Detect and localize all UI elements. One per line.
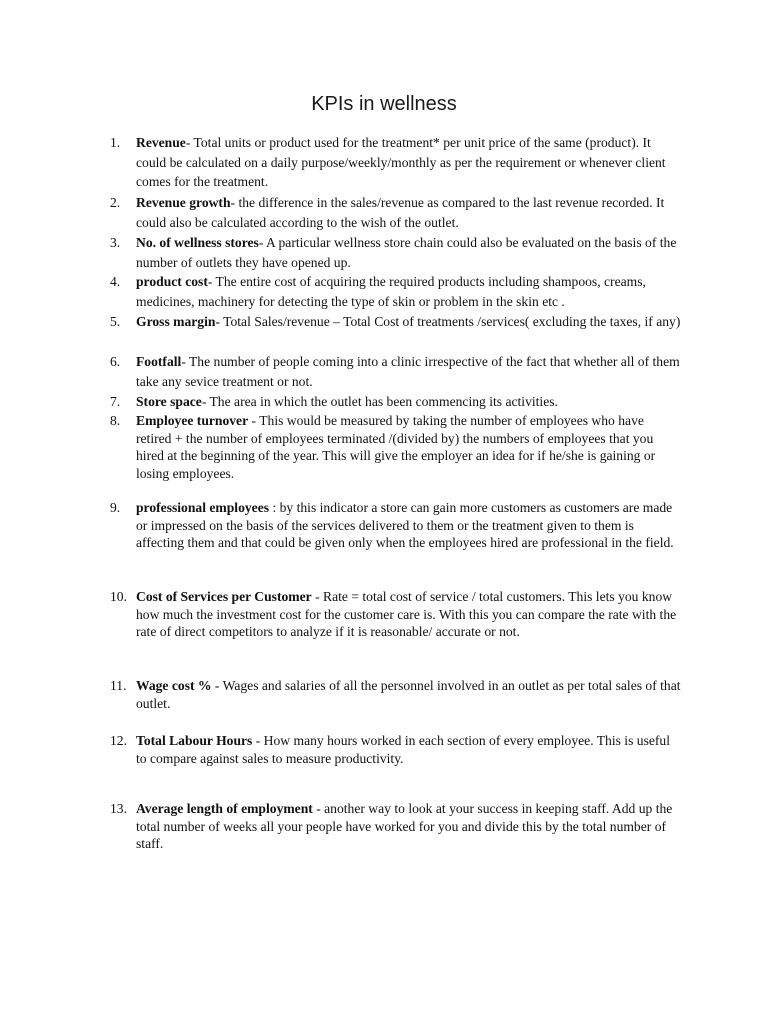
item-term: Store space (136, 394, 202, 409)
item-number: 6. (110, 354, 121, 369)
item-description: - Total units or product used for the treatment* per unit price of the same (product). It could be calculated on a daily purpose/weekly/monthly as per the requirement or whenever client comes for the treatment. (136, 135, 666, 190)
item-text (136, 133, 681, 192)
item-description: - This would be measured by taking the number of employees who have retired + the number of employees terminated /(divided by) the numbers of employees that you hired at the beginning of the year. This will give the employer an idea for if he/she is gaining or losing employees. (136, 413, 656, 481)
item-term: Cost of Services per Customer (136, 589, 312, 604)
item-term: Revenue growth (136, 195, 231, 210)
item-term: Footfall (136, 354, 182, 369)
item-number: 5. (110, 314, 121, 329)
item-text (136, 312, 681, 332)
item-number: 1. (110, 135, 121, 150)
item-term: professional employees (136, 500, 270, 515)
item-number: 9. (110, 500, 121, 515)
item-term: Employee turnover (136, 413, 249, 428)
item-text (136, 677, 681, 712)
item-term: Total Labour Hours (136, 733, 253, 748)
item-description: - How many hours worked in each section of every employee. This is useful to compare against sales to measure productivity. (136, 733, 670, 766)
item-term: Wage cost % (136, 678, 212, 693)
item-description: - Wages and salaries of all the personnel involved in an outlet as per total sales of that outlet. (136, 678, 681, 711)
item-text (136, 800, 681, 853)
item-description: - the difference in the sales/revenue as compared to the last revenue recorded. It could also be calculated according to the wish of the outlet. (136, 195, 665, 230)
item-description: : by this indicator a store can gain more customers as customers are made or impressed on the basis of the services delivered to them or the treatment given to them is affecting them and that could be given only when the employees hired are professional in the field. (136, 500, 674, 551)
item-term: Revenue (136, 135, 186, 150)
item-description: - Total Sales/revenue – Total Cost of treatments /services( excluding the taxes, if any) (215, 314, 681, 329)
item-text (136, 272, 681, 311)
item-description: - Rate = total cost of service / total customers. This lets you know how much the investment cost for the customer care is. With this you can compare the rate with the rate of direct competitors to analyze if it is reasonable/ accurate or not. (136, 589, 677, 640)
item-number: 3. (110, 235, 121, 250)
item-text (136, 193, 681, 232)
item-description: - The area in which the outlet has been commencing its activities. (201, 394, 558, 409)
item-term: No. of wellness stores (136, 235, 259, 250)
item-description: - The entire cost of acquiring the required products including shampoos, creams, medicines, machinery for detecting the type of skin or problem in the skin etc . (136, 274, 646, 309)
item-text (136, 233, 681, 272)
item-description: - The number of people coming into a clinic irrespective of the fact that whether all of them take any sevice treatment or not. (136, 354, 680, 389)
item-text (136, 352, 681, 391)
item-term: Average length of employment (136, 801, 313, 816)
item-number: 4. (110, 274, 121, 289)
item-number: 8. (110, 413, 121, 428)
item-number: 13. (110, 801, 127, 816)
item-term: product cost (136, 274, 208, 289)
item-term: Gross margin (136, 314, 216, 329)
item-description: - another way to look at your success in keeping staff. Add up the total number of weeks all your people have worked for you and divide this by the total number of staff. (136, 801, 673, 852)
item-number: 2. (110, 195, 121, 210)
item-text (136, 392, 681, 412)
item-text (136, 588, 681, 641)
item-number: 12. (110, 733, 127, 748)
item-text (136, 412, 681, 482)
item-number: 10. (110, 589, 127, 604)
item-text (136, 499, 681, 552)
page-title: KPIs in wellness (311, 93, 457, 115)
item-description: - A particular wellness store chain could also be evaluated on the basis of the number of outlets they have opened up. (136, 235, 677, 270)
item-text (136, 732, 681, 767)
item-number: 7. (110, 394, 121, 409)
item-number: 11. (110, 678, 127, 693)
